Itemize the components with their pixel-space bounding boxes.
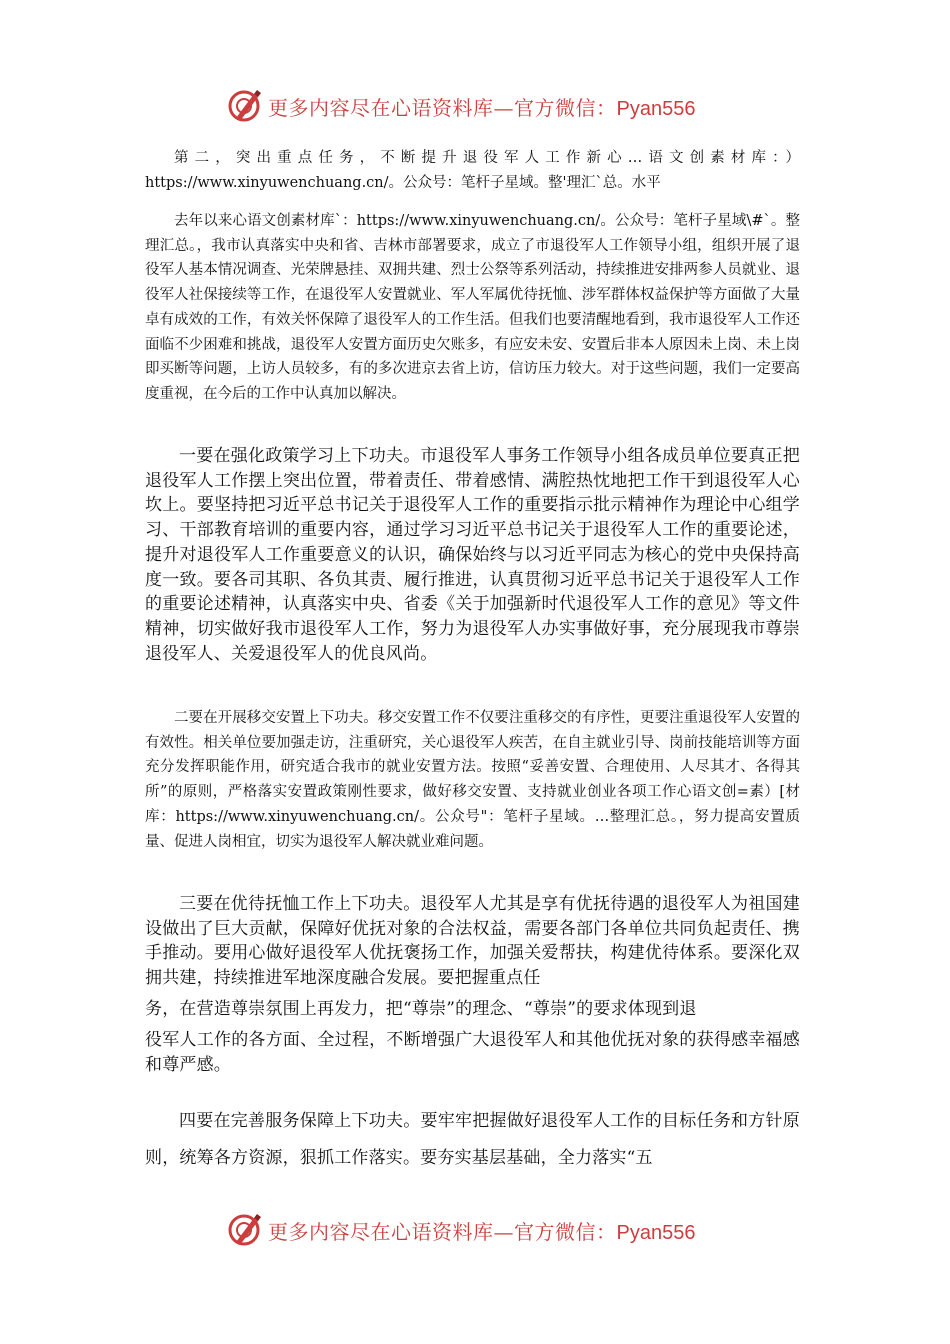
- paragraph-6: 四要在完善服务保障上下功夫。要牢牢把握做好退役军人工作的目标任务和方针原则，统筹各方资源，狠抓工作落实。要夯实基层基础，全力落实“五: [145, 1111, 800, 1168]
- pen-logo-icon: [228, 88, 264, 124]
- paragraph-5: [145, 892, 800, 1077]
- paragraph-5-part-2: 务，在营造尊崇氛围上再发力，把“尊崇”的理念、“尊崇”的要求体现到退: [145, 998, 697, 1019]
- paragraph-1: 第二，突出重点任务，不断提升退役军人工作新心…语文创素材库：）https://www.xinyuwenchuang.cn/。公众号：笔杆子星域。整'理汇`总。水平: [145, 150, 800, 191]
- banner-text: 更多内容尽在心语资料库—官方微信：Pyan556: [268, 1219, 696, 1244]
- banner-text: 更多内容尽在心语资料库—官方微信：Pyan556: [268, 95, 696, 120]
- paragraph-5-part-3: 役军人工作的各方面、全过程，不断增强广大退役军人和其他优抚对象的获得感幸福感和尊严感。: [145, 1029, 800, 1075]
- wechat-id: Pyan556: [616, 1221, 696, 1244]
- pen-logo-icon: [228, 1212, 264, 1248]
- paragraph-5-part-1: 三要在优待抚恤工作上下功夫。退役军人尤其是享有优抚待遇的退役军人为祖国建设做出了巨大贡献，保障好优抚对象的合法权益，需要各部门各单位共同负起责任、携手推动。要用心做好退役军人优抚褒扬工作，加强关爱帮扶，构建优待体系。要深化双拥共建，持续推进军地深度融合发展。要把握重点任: [145, 894, 800, 989]
- paragraph-3: 一要在强化政策学习上下功夫。市退役军人事务工作领导小组各成员单位要真正把退役军人工作摆上突出位置，带着责任、带着感情、满腔热忱地把工作干到退役军人心坎上。要坚持把习近平总书记关于退役军人工作的重要指示批示精神作为理论中心组学习、干部教育培训的重要内容，通过学习习近平总书记关于退役军人工作的重要论述，提升对退役军人工作重要意义的认识，确保始终与以习近平同志为核心的党中央保持高度一致。要各司其职、各负其责、履行推进，认真贯彻习近平总书记关于退役军人工作的重要论述精神，认真落实中央、省委《关于加强新时代退役军人工作的意见》等文件精神，切实做好我市退役军人工作，努力为退役军人办实事做好事，充分展现我市尊崇退役军人、关爱退役军人的优良风尚。: [145, 446, 800, 664]
- header-banner: [228, 86, 728, 126]
- footer-banner: [228, 1210, 728, 1250]
- paragraph-2: 去年以来心语文创素材库`：https://www.xinyuwenchuang.cn/。公众号：笔杆子星域\#`。整理汇总。，我市认真落实中央和省、吉林市部署要求，成立了市退役军人工作领导小组，组织开展了退役军人基本情况调查、光荣牌悬挂、双拥共建、烈士公祭等系列活动，持续推进安排两参人员就业、退役军人社保接续等工作，在退役军人安置就业、军人军属优待抚恤、涉军群体权益保护等方面做了大量卓有成效的工作，有效关怀保障了退役军人的工作生活。但我们也要清醒地看到，我市退役军人工作还面临不少困难和挑战，退役军人安置方面历史欠账多，有应安未安、安置后非本人原因未上岗、未上岗即买断等问题，上访人员较多，有的多次进京去省上访，信访压力较大。对于这些问题，我们一定要高度重视，在今后的工作中认真加以解决。: [145, 213, 800, 402]
- paragraph-4: 二要在开展移交安置上下功夫。移交安置工作不仅要注重移交的有序性，更要注重退役军人安置的有效性。相关单位要加强走访，注重研究，关心退役军人疾苦，在自主就业引导、岗前技能培训等方面充分发挥职能作用，研究适合我市的就业安置方法。按照“妥善安置、合理使用、人尽其才、各得其所”的原则，严格落实安置政策刚性要求，做好移交安置、支持就业创业各项工作心语文创=素）[材库：https://www.xinyuwenchuang.cn/。公众号"：笔杆子星域。…整理汇总。，努力提高安置质量、促进人岗相宜，切实为退役军人解决就业难问题。: [145, 710, 800, 850]
- wechat-id: Pyan556: [616, 97, 696, 120]
